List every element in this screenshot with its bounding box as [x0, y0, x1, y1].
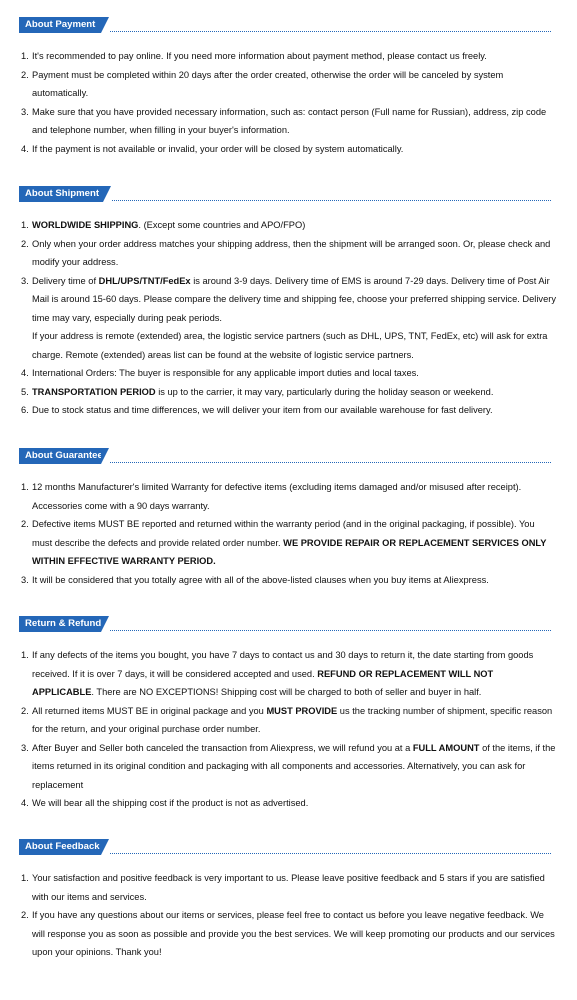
- item-text: 12 months Manufacturer's limited Warranty for defective items (excluding items damaged and/or misused after receipt). Accessories come with a 90 days warranty.: [32, 482, 522, 511]
- section-header: [0, 839, 577, 855]
- bold-text: WE PROVIDE REPAIR OR REPLACEMENT SERVICES ONLY WITHIN EFFECTIVE WARRANTY PERIOD.: [32, 537, 547, 566]
- list-item: [0, 515, 577, 571]
- item-text: Your satisfaction and positive feedback is very important to us. Please leave positive feedback and 5 stars if you are satisfied with our items and services.: [32, 873, 545, 902]
- section-list: [0, 47, 577, 158]
- section-about-guarantee: [0, 448, 577, 585]
- item-number: 1.: [21, 650, 29, 660]
- section-header: [0, 186, 577, 202]
- item-text: International Orders: The buyer is responsible for any applicable import duties and local taxes.: [32, 368, 419, 378]
- item-text: After Buyer and Seller both canceled the transaction from Aliexpress, we will refund you at a: [32, 742, 413, 753]
- item-number: 6.: [21, 405, 29, 415]
- item-text: of the items, if the items returned in its original condition and packaging with all components and accessories. Alternatively, you can ask for replacement: [32, 742, 556, 790]
- section-title-tab: About Payment: [19, 17, 101, 33]
- dotted-divider: [110, 31, 551, 32]
- bold-text: REFUND OR REPLACEMENT WILL NOT APPLICABLE: [32, 668, 494, 697]
- item-number: 1.: [21, 51, 29, 61]
- item-text: Defective items MUST BE reported and returned within the warranty period (and in the original packaging, if possible). You must describe the defects and provide related order number.: [32, 519, 535, 548]
- section-list: [0, 216, 577, 420]
- item-text: If any defects of the items you bought, you have 7 days to contact us and 30 days to return it, the date starting from goods received. If it is over 7 days, it will be considered accepted and used.: [32, 650, 534, 679]
- dotted-divider: [110, 853, 551, 854]
- bold-text: TRANSPORTATION PERIOD: [32, 386, 156, 397]
- list-item: [0, 235, 577, 272]
- item-number: 4.: [21, 368, 29, 378]
- dotted-divider: [110, 462, 551, 463]
- item-text: Make sure that you have provided necessary information, such as: contact person (Full name for Russian), address, zip code and telephone number, when filling in your buyer's information.: [32, 106, 547, 135]
- list-item: [0, 383, 577, 402]
- section-about-feedback: [0, 839, 577, 957]
- item-text: is up to the carrier, it may vary, particularly during the holiday season or weekend.: [155, 386, 494, 397]
- section-about-payment: [0, 17, 577, 154]
- section-title-tab: Return & Refund: [19, 616, 101, 632]
- dotted-divider: [110, 630, 551, 631]
- item-text: We will bear all the shipping cost if the product is not as advertised.: [32, 798, 309, 808]
- item-text: It will be considered that you totally agree with all of the above-listed clauses when you buy items at Aliexpress.: [32, 574, 489, 585]
- list-item: [0, 216, 577, 235]
- item-text: All returned items MUST BE in original package and you: [32, 705, 267, 716]
- section-header: [0, 616, 577, 632]
- bold-text: WORLDWIDE SHIPPING: [32, 220, 139, 230]
- list-item: [0, 272, 577, 365]
- list-item: [0, 140, 577, 159]
- list-item: [0, 103, 577, 140]
- item-number: 3.: [21, 275, 29, 286]
- item-number: 2.: [21, 519, 29, 529]
- list-item: [0, 646, 577, 702]
- item-subparagraph: If your address is remote (extended) area, the logistic service partners (such as DHL, UPS, TNT, FedEx, etc) will ask for extra charge. Remote (extended) areas list can be found at the website of logistic service partners.: [32, 331, 548, 360]
- item-text: is around 3-9 days. Delivery time of EMS is around 7-29 days. Delivery time of Post Air Mail is around 15-60 days. Please compare the delivery time and shipping fee, choose your preferred shipping service. Delivery time may vary, especially during peak periods.: [32, 275, 556, 323]
- item-number: 4.: [21, 798, 29, 808]
- item-number: 1.: [21, 482, 29, 492]
- section-header: [0, 17, 577, 33]
- section-header: [0, 448, 577, 464]
- bold-text: DHL/UPS/TNT/FedEx: [98, 275, 191, 286]
- item-number: 3.: [21, 742, 29, 753]
- section-return-refund: [0, 616, 577, 808]
- list-item: [0, 364, 577, 383]
- section-about-shipment: [0, 186, 577, 415]
- item-text: It's recommended to pay online. If you need more information about payment method, please contact us freely.: [32, 51, 487, 61]
- item-text: Only when your order address matches your shipping address, then the shipment will be arranged soon. Or, please check and modify your address.: [32, 238, 551, 267]
- item-text: Due to stock status and time differences, we will deliver your item from our available warehouse for fast delivery.: [32, 405, 493, 415]
- item-text: us the tracking number of shipment, specific reason for the return, and your original purchase order number.: [32, 705, 553, 734]
- item-text: If you have any questions about our items or services, please feel free to contact us before you leave negative feedback. We will response you as soon as possible and provide you the best services. We will keep promoting our products and our services upon your opinions. Thank you!: [32, 910, 555, 957]
- section-list: [0, 646, 577, 813]
- item-text: . There are NO EXCEPTIONS! Shipping cost will be charged to both of seller and buyer in half.: [91, 687, 482, 697]
- item-number: 2.: [21, 69, 29, 80]
- list-item: [0, 794, 577, 813]
- item-number: 3.: [21, 106, 29, 117]
- item-number: 2.: [21, 705, 29, 716]
- list-item: [0, 906, 577, 962]
- item-text: If the payment is not available or invalid, your order will be closed by system automatically.: [32, 143, 404, 154]
- item-number: 1.: [21, 873, 29, 883]
- list-item: [0, 739, 577, 795]
- dotted-divider: [112, 200, 551, 201]
- item-number: 1.: [21, 220, 29, 230]
- item-text: . (Except some countries and APO/FPO): [138, 220, 306, 230]
- list-item: [0, 401, 577, 420]
- section-list: [0, 478, 577, 589]
- section-list: [0, 869, 577, 962]
- item-number: 4.: [21, 143, 29, 154]
- item-number: 2.: [21, 238, 29, 249]
- list-item: [0, 47, 577, 66]
- section-title-tab: About Feedback: [19, 839, 101, 855]
- list-item: [0, 702, 577, 739]
- list-item: [0, 571, 577, 590]
- bold-text: MUST PROVIDE: [266, 705, 338, 716]
- item-text: Delivery time of: [32, 275, 99, 286]
- list-item: [0, 869, 577, 906]
- item-number: 5.: [21, 386, 29, 397]
- list-item: [0, 66, 577, 103]
- item-number: 3.: [21, 574, 29, 585]
- section-title-tab: About Guarantee: [19, 448, 101, 464]
- item-text: Payment must be completed within 20 days after the order created, otherwise the order will be canceled by system automatically.: [32, 69, 504, 98]
- list-item: [0, 478, 577, 515]
- section-title-tab: About Shipment: [19, 186, 103, 202]
- item-number: 2.: [21, 910, 29, 920]
- bold-text: FULL AMOUNT: [412, 742, 480, 753]
